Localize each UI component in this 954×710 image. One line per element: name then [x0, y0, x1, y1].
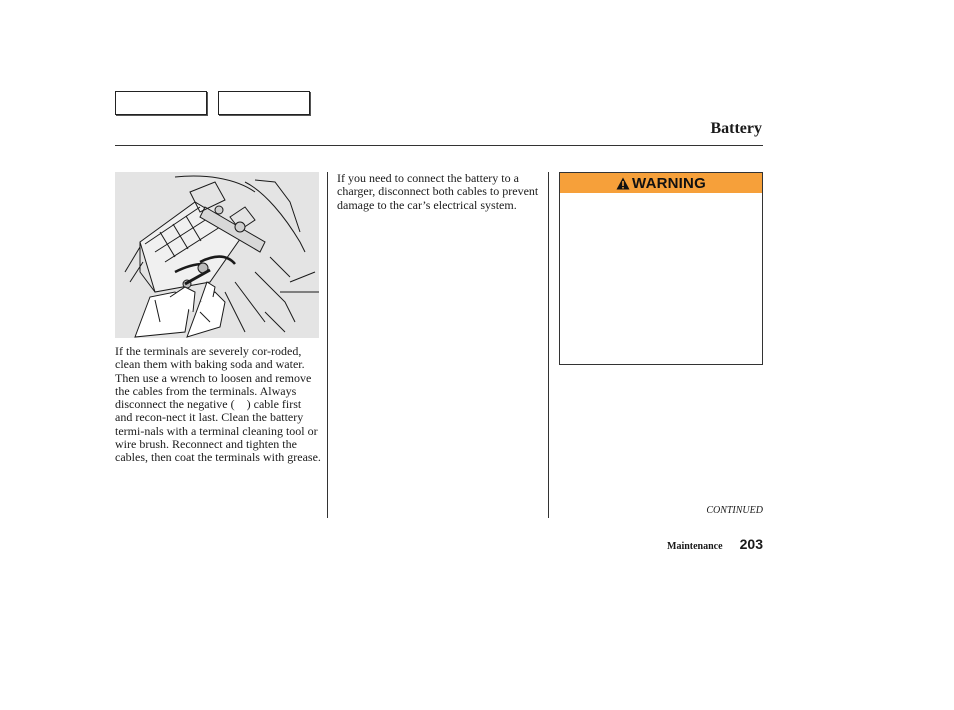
terminal-cleaning-paragraph: If the terminals are severely cor-roded, clean them with baking soda and water. Then use a wrench to loosen and remove the cables from the terminals. Always disconnect the negative ( ) cable first and recon-nect it last. Clean the battery termi-nals with a terminal cleaning tool or wire brush. Reconnect and tighten the cables, then coat the terminals with grease.: [115, 344, 321, 465]
index-button[interactable]: [218, 91, 310, 115]
header-rule: [115, 145, 763, 146]
section-title: Battery: [710, 120, 762, 137]
column-divider: [548, 172, 549, 518]
footer-section-name: Maintenance: [667, 541, 723, 552]
table-of-contents-button[interactable]: [115, 91, 207, 115]
charger-paragraph: If you need to connect the battery to a charger, disconnect both cables to prevent damage to the car’s electrical system.: [337, 171, 539, 212]
warning-header: [560, 173, 762, 193]
continued-label: CONTINUED: [706, 505, 763, 516]
battery-terminal-illustration: [115, 172, 319, 338]
page-number: 203: [739, 536, 763, 552]
warning-label: WARNING: [632, 174, 706, 192]
column-divider: [327, 172, 328, 518]
warning-box: [559, 172, 763, 365]
warning-triangle-icon: [616, 177, 630, 190]
